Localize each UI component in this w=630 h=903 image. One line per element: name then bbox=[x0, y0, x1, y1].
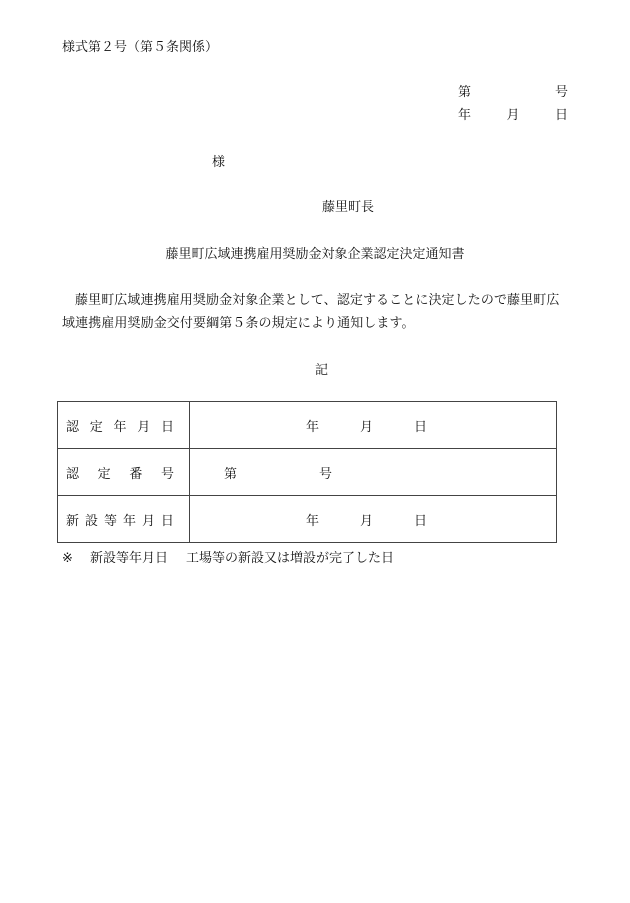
label-char: 新 bbox=[66, 513, 80, 529]
label-char: 定 bbox=[97, 466, 111, 482]
label-char: 認 bbox=[66, 419, 80, 435]
sender-name: 藤里町長 bbox=[322, 200, 375, 215]
number-prefix: 第 bbox=[224, 466, 238, 482]
footnote-definition: 工場等の新設又は増設が完了した日 bbox=[186, 551, 395, 566]
certification-table bbox=[57, 401, 557, 543]
reference-number-suffix: 号 bbox=[554, 85, 568, 100]
label-char: 月 bbox=[137, 419, 151, 435]
date-month: 月 bbox=[359, 419, 373, 435]
label-char: 日 bbox=[160, 419, 174, 435]
date-day: 日 bbox=[413, 419, 427, 435]
label-char: 設 bbox=[84, 513, 98, 529]
label-char: 日 bbox=[160, 513, 174, 529]
label-char: 号 bbox=[160, 466, 174, 482]
date-day: 日 bbox=[413, 513, 427, 529]
date-year: 年 bbox=[306, 419, 320, 435]
value-establishment-date bbox=[190, 496, 557, 543]
form-number: 様式第２号（第５条関係） bbox=[62, 40, 219, 55]
footnote-term: 新設等年月日 bbox=[90, 551, 169, 566]
date-year: 年 bbox=[306, 513, 320, 529]
label-certification-date bbox=[58, 402, 190, 449]
footnote-mark: ※ bbox=[62, 551, 73, 566]
label-char: 月 bbox=[141, 513, 155, 529]
table-row-certification-date bbox=[58, 402, 557, 449]
table-row-certification-number bbox=[58, 449, 557, 496]
reference-date-line bbox=[458, 104, 568, 123]
label-certification-number bbox=[58, 449, 190, 496]
label-char: 定 bbox=[89, 419, 103, 435]
label-char: 年 bbox=[113, 419, 127, 435]
document-title: 藤里町広域連携雇用奨励金対象企業認定決定通知書 bbox=[165, 247, 465, 262]
reference-number-line bbox=[458, 81, 568, 100]
label-char: 番 bbox=[129, 466, 143, 482]
date-month: 月 bbox=[359, 513, 373, 529]
number-suffix: 号 bbox=[318, 466, 332, 482]
value-certification-number bbox=[190, 449, 557, 496]
addressee-honorific: 様 bbox=[212, 155, 226, 170]
reference-date-year: 年 bbox=[458, 108, 472, 123]
ki-heading: 記 bbox=[314, 363, 328, 378]
label-char: 年 bbox=[122, 513, 136, 529]
reference-date-day: 日 bbox=[554, 108, 568, 123]
table-row-establishment-date bbox=[58, 496, 557, 543]
value-certification-date bbox=[190, 402, 557, 449]
reference-date-month: 月 bbox=[506, 108, 520, 123]
body-paragraph: 藤里町広域連携雇用奨励金対象企業として、認定することに決定したので藤里町広域連携雇用奨励金交付要綱第５条の規定により通知します。 bbox=[62, 293, 560, 331]
footnote bbox=[62, 547, 394, 566]
label-establishment-date bbox=[58, 496, 190, 543]
label-char: 認 bbox=[66, 466, 80, 482]
reference-number-prefix: 第 bbox=[458, 85, 472, 100]
label-char: 等 bbox=[103, 513, 117, 529]
